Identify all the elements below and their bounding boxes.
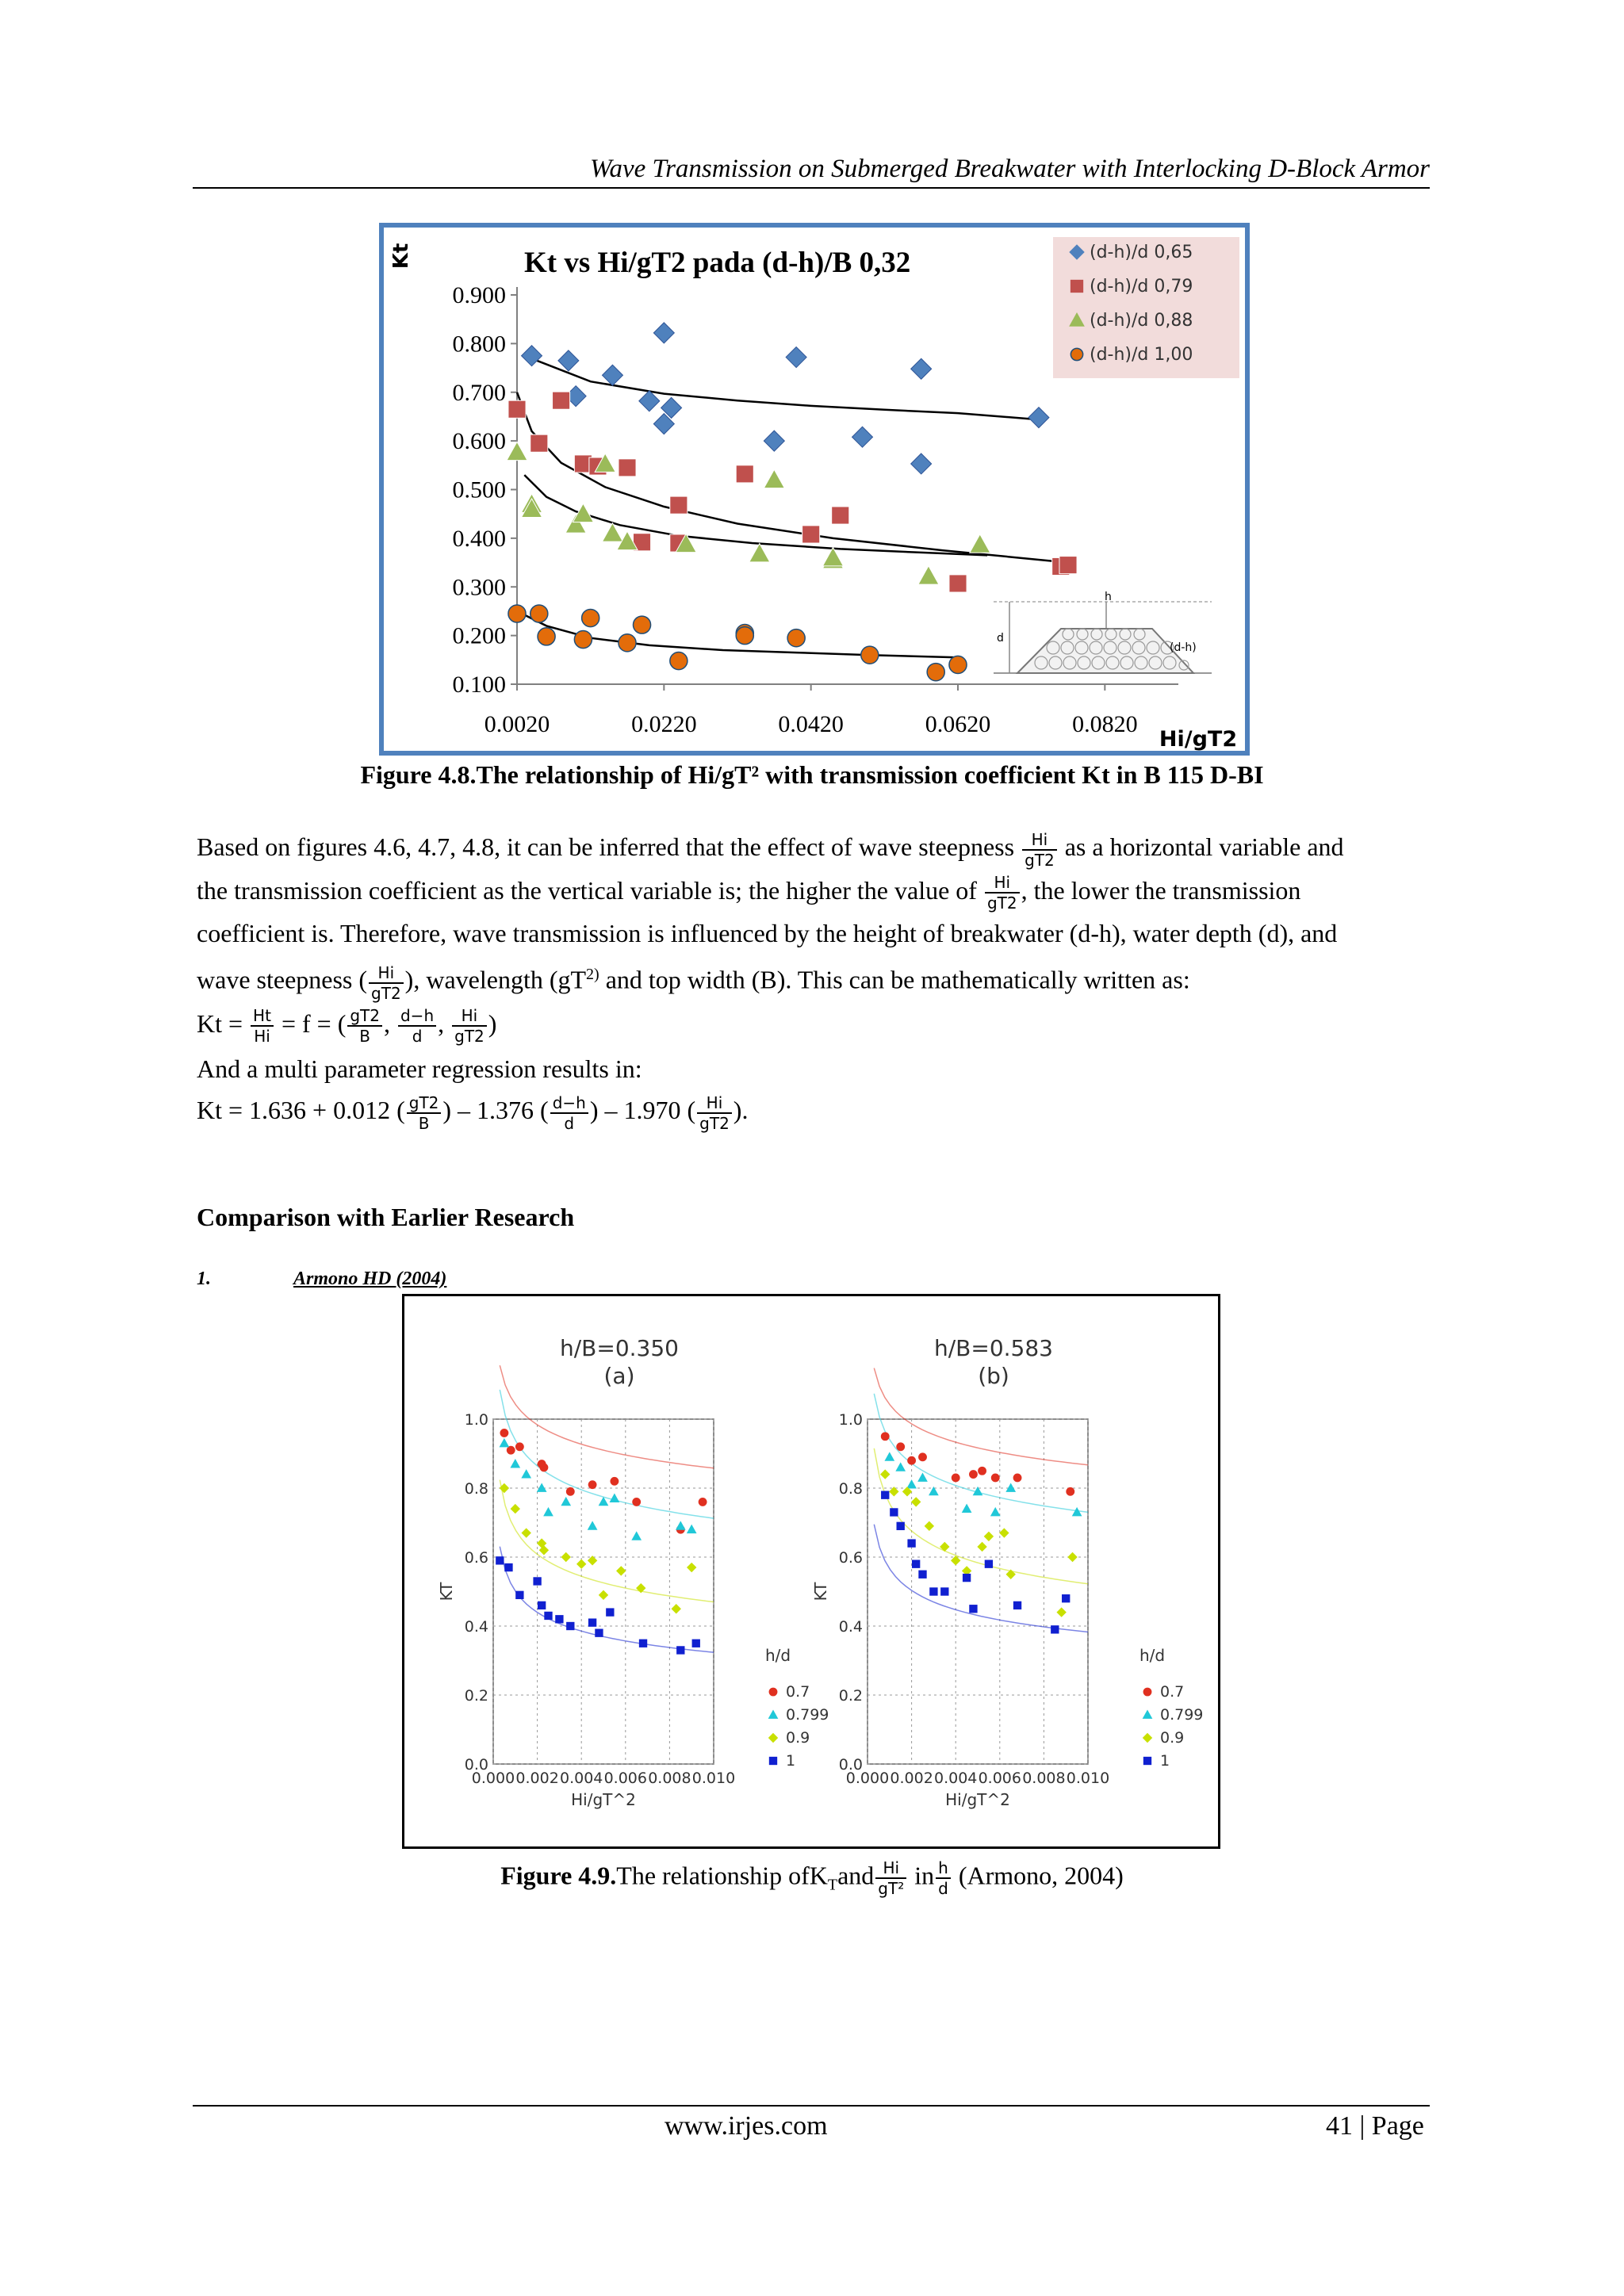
frac-num: gT2 bbox=[347, 1006, 382, 1027]
x-tick-label: 0.006 bbox=[978, 1770, 1022, 1787]
y-tick-label: 0.100 bbox=[452, 672, 506, 698]
data-point-series-2 bbox=[508, 400, 526, 418]
frac-den: gT2 bbox=[371, 983, 401, 1003]
data-point-series-3 bbox=[1000, 1529, 1009, 1537]
eq2-text-b: ) – 1.376 ( bbox=[442, 1096, 549, 1124]
data-point-series-4 bbox=[538, 628, 555, 645]
data-point-series-3 bbox=[561, 1553, 570, 1562]
dh-d-fraction bbox=[550, 1093, 588, 1133]
data-point-series-4 bbox=[891, 1509, 898, 1516]
legend-label-2: (d-h)/d 0,79 bbox=[1090, 277, 1193, 297]
legend-label-3: (d-h)/d 0,88 bbox=[1090, 311, 1193, 331]
x-tick-label: 0.010 bbox=[1066, 1770, 1110, 1787]
y-tick-label: 0.6 bbox=[838, 1549, 863, 1567]
data-point-series-2 bbox=[802, 526, 820, 543]
data-point-series-3 bbox=[672, 1605, 680, 1613]
section-heading: Comparison with Earlier Research bbox=[197, 1203, 575, 1231]
x-tick-label: 0.0420 bbox=[778, 711, 844, 737]
data-point-series-4 bbox=[919, 1571, 926, 1578]
legend-marker-1 bbox=[769, 1688, 776, 1695]
steepness-fraction bbox=[452, 1006, 487, 1046]
equation-2 bbox=[197, 1089, 1430, 1133]
data-point-series-1 bbox=[1013, 1474, 1021, 1481]
frac-den: d bbox=[412, 1027, 423, 1047]
legend-label-2: 0.799 bbox=[1160, 1706, 1204, 1724]
dh-d-fraction bbox=[398, 1006, 436, 1046]
x-tick-label: 0.002 bbox=[515, 1770, 559, 1787]
frac-den: gT2 bbox=[1025, 850, 1055, 870]
data-point-series-3 bbox=[688, 1563, 696, 1572]
panel-b bbox=[811, 1335, 1203, 1809]
legend-label-4: 1 bbox=[1160, 1752, 1170, 1770]
legend-marker-3 bbox=[1143, 1734, 1152, 1743]
list-item-text: Armono HD (2004) bbox=[293, 1269, 447, 1289]
caption-bold: Figure 4.9. bbox=[500, 1861, 617, 1890]
data-point-series-4 bbox=[516, 1591, 523, 1598]
legend-label-2: 0.799 bbox=[786, 1706, 829, 1724]
steepness-fraction bbox=[1022, 830, 1057, 870]
legend-marker-4 bbox=[1143, 1757, 1151, 1764]
close-paren: ) bbox=[488, 1008, 497, 1038]
panel-subtitle: (b) bbox=[978, 1363, 1009, 1389]
data-point-series-4 bbox=[949, 656, 967, 673]
data-point-series-4 bbox=[1063, 1595, 1070, 1602]
caption-text-a: The relationship ofK bbox=[616, 1861, 828, 1890]
data-point-series-3 bbox=[617, 1567, 626, 1575]
x-axis-label: Hi/gT2 bbox=[1159, 727, 1238, 752]
data-point-series-4 bbox=[787, 629, 805, 647]
eq2-text-c: ) – 1.970 ( bbox=[589, 1096, 696, 1124]
data-point-series-1 bbox=[1067, 1488, 1074, 1495]
data-point-series-2 bbox=[963, 1505, 971, 1513]
data-point-series-4 bbox=[941, 1588, 948, 1595]
y-axis-label: KT bbox=[811, 1582, 830, 1601]
y-tick-label: 0.6 bbox=[464, 1549, 488, 1567]
data-point-series-2 bbox=[949, 575, 967, 592]
data-point-series-3 bbox=[599, 1590, 608, 1599]
y-tick-label: 0.4 bbox=[838, 1618, 863, 1636]
legend-label-3: 0.9 bbox=[1160, 1729, 1185, 1747]
data-point-series-2 bbox=[991, 1508, 1000, 1516]
data-point-series-2 bbox=[1059, 557, 1077, 574]
frac-num: Hi bbox=[1022, 830, 1057, 851]
para1-text-b: as a horizontal variable and bbox=[1064, 832, 1344, 861]
frac-den: B bbox=[359, 1027, 371, 1047]
y-tick-label: 0.0 bbox=[464, 1756, 488, 1774]
data-point-series-4 bbox=[574, 630, 592, 648]
x-tick-label: 0.008 bbox=[648, 1770, 691, 1787]
data-point-series-2 bbox=[896, 1463, 905, 1471]
steepness-fraction bbox=[985, 873, 1020, 913]
data-point-series-3 bbox=[984, 1532, 993, 1540]
data-point-series-4 bbox=[508, 605, 526, 622]
caption-fraction-2 bbox=[936, 1858, 951, 1898]
frac-den: gT² bbox=[878, 1879, 905, 1898]
data-point-series-1 bbox=[919, 1453, 926, 1460]
frac-num: d−h bbox=[398, 1006, 436, 1027]
data-point-series-3 bbox=[881, 1470, 890, 1479]
y-tick-label: 0.2 bbox=[464, 1687, 488, 1705]
data-point-series-2 bbox=[610, 1494, 619, 1502]
data-point-series-3 bbox=[978, 1542, 986, 1551]
y-tick-label: 0.8 bbox=[464, 1480, 488, 1498]
data-point-series-1 bbox=[699, 1498, 706, 1506]
data-point-series-4 bbox=[970, 1605, 977, 1613]
gt2-b-fraction bbox=[347, 1006, 382, 1046]
para-line-5: And a multi parameter regression results in: bbox=[197, 1054, 642, 1083]
gt2-b-fraction bbox=[407, 1093, 442, 1133]
data-point-series-4 bbox=[985, 1560, 992, 1567]
x-tick-label: 0.0620 bbox=[925, 711, 991, 737]
data-point-series-2 bbox=[885, 1452, 894, 1460]
data-point-series-4 bbox=[670, 652, 688, 669]
data-point-series-2 bbox=[561, 1498, 570, 1506]
comma: , bbox=[383, 1008, 390, 1038]
caption-text-c: in bbox=[908, 1861, 935, 1890]
inset-label-h: h bbox=[1105, 591, 1112, 603]
para1-text-a: Based on figures 4.6, 4.7, 4.8, it can be inferred that the effect of wave steepness bbox=[197, 832, 1015, 861]
comma: , bbox=[438, 1008, 445, 1038]
data-point-series-2 bbox=[544, 1508, 553, 1516]
data-point-series-4 bbox=[633, 616, 650, 633]
data-point-series-2 bbox=[670, 496, 688, 514]
legend-title: h/d bbox=[1139, 1646, 1166, 1665]
x-axis-label: Hi/gT^2 bbox=[571, 1790, 636, 1809]
figure-4-8-caption bbox=[0, 760, 1624, 790]
caption-sub: T bbox=[827, 1876, 838, 1894]
x-tick-label: 0.008 bbox=[1022, 1770, 1066, 1787]
frac-den: B bbox=[418, 1113, 430, 1133]
regression-paragraph bbox=[197, 1048, 1430, 1133]
footer-rule bbox=[193, 2105, 1430, 2107]
frac-den: d bbox=[938, 1879, 948, 1898]
list-number: 1. bbox=[197, 1269, 211, 1289]
para-line-3: coefficient is. Therefore, wave transmission is influenced by the height of breakwater (d-h), water depth (d), and bbox=[197, 919, 1338, 948]
trendline-series-4 bbox=[874, 1525, 1088, 1632]
x-tick-label: 0.000 bbox=[471, 1770, 515, 1787]
chart-legend bbox=[1053, 237, 1239, 378]
data-point-series-1 bbox=[588, 1481, 596, 1488]
data-point-series-2 bbox=[1073, 1508, 1082, 1516]
data-point-series-4 bbox=[692, 1640, 699, 1647]
frac-num: Hi bbox=[875, 1858, 906, 1879]
eq2-text-a: Kt = 1.636 + 0.012 ( bbox=[197, 1096, 405, 1124]
data-point-series-2 bbox=[511, 1460, 519, 1468]
para2-text-a: the transmission coefficient as the vertical variable is; the higher the value of bbox=[197, 875, 977, 905]
footer-page: 41 | Page bbox=[1326, 2111, 1424, 2141]
para4-text-c: and top width (B). This can be mathematically written as: bbox=[599, 965, 1190, 994]
data-point-series-4 bbox=[588, 1619, 596, 1626]
caption-text-b: and bbox=[837, 1861, 875, 1890]
para4-sup: 2) bbox=[586, 966, 599, 984]
frac-num: Ht bbox=[251, 1006, 274, 1027]
data-point-series-1 bbox=[516, 1443, 523, 1450]
data-point-series-3 bbox=[522, 1529, 530, 1537]
y-axis-label: KT bbox=[437, 1582, 456, 1601]
data-point-series-4 bbox=[607, 1609, 614, 1616]
eq1-text-b: = f = ( bbox=[281, 1008, 347, 1038]
frac-den: Hi bbox=[254, 1027, 270, 1047]
data-point-series-4 bbox=[545, 1612, 552, 1619]
frac-num: Hi bbox=[369, 963, 404, 984]
eq2-text-d: ). bbox=[733, 1096, 749, 1124]
legend-label-3: 0.9 bbox=[786, 1729, 810, 1747]
legend-label-1: 0.7 bbox=[786, 1683, 810, 1701]
data-point-series-4 bbox=[619, 634, 636, 652]
para-line-2 bbox=[197, 870, 1430, 913]
figure-4-9-panels bbox=[404, 1296, 1218, 1846]
data-point-series-4 bbox=[639, 1640, 646, 1647]
frac-num: Hi bbox=[985, 873, 1020, 894]
panel-a bbox=[437, 1335, 829, 1809]
data-point-series-1 bbox=[992, 1474, 999, 1481]
data-point-series-2 bbox=[588, 1521, 597, 1529]
data-point-series-2 bbox=[522, 1470, 530, 1478]
data-point-series-3 bbox=[1068, 1553, 1077, 1562]
data-point-series-4 bbox=[927, 664, 944, 681]
data-point-series-3 bbox=[1057, 1608, 1066, 1617]
y-tick-label: 1.0 bbox=[838, 1411, 863, 1429]
legend-label-4: 1 bbox=[786, 1752, 796, 1770]
data-point-series-1 bbox=[979, 1468, 986, 1475]
panel-title: h/B=0.350 bbox=[559, 1335, 680, 1361]
data-point-series-4 bbox=[582, 609, 599, 626]
panel-title: h/B=0.583 bbox=[933, 1335, 1054, 1361]
para2-text-b: , the lower the transmission bbox=[1021, 875, 1301, 905]
eq1-text-a: Kt = bbox=[197, 1008, 243, 1038]
legend-marker-2 bbox=[1071, 280, 1082, 292]
data-point-series-4 bbox=[505, 1563, 512, 1571]
data-point-series-4 bbox=[963, 1574, 970, 1581]
legend-marker-3 bbox=[769, 1734, 778, 1743]
body-paragraph bbox=[197, 826, 1430, 1046]
x-tick-label: 0.006 bbox=[603, 1770, 648, 1787]
data-point-series-4 bbox=[1013, 1601, 1021, 1609]
data-point-series-4 bbox=[908, 1540, 915, 1547]
equation-1 bbox=[197, 1003, 1430, 1047]
para4-text-b: ), wavelength (gT bbox=[404, 965, 587, 994]
figure-4-8-chart bbox=[379, 223, 1250, 756]
y-tick-label: 0.8 bbox=[838, 1480, 863, 1498]
footer-site: www.irjes.com bbox=[665, 2111, 828, 2141]
x-tick-label: 0.010 bbox=[691, 1770, 736, 1787]
frac-num: Hi bbox=[697, 1093, 732, 1114]
trendline-series-2 bbox=[500, 1390, 714, 1518]
para-line-1 bbox=[197, 826, 1430, 870]
trendline-series-4 bbox=[500, 1547, 714, 1652]
frac-den: d bbox=[564, 1113, 575, 1133]
data-point-series-2 bbox=[907, 1480, 916, 1488]
figure-4-9-caption bbox=[0, 1858, 1624, 1898]
frac-den: gT2 bbox=[454, 1027, 485, 1047]
legend-marker-1 bbox=[1143, 1688, 1151, 1695]
data-point-series-1 bbox=[611, 1478, 618, 1485]
y-tick-label: 0.4 bbox=[464, 1618, 488, 1636]
y-tick-label: 0.300 bbox=[452, 574, 506, 601]
y-tick-label: 0.0 bbox=[838, 1756, 863, 1774]
data-point-series-2 bbox=[538, 1484, 546, 1492]
figure-4-9-frame bbox=[402, 1294, 1220, 1849]
x-tick-label: 0.002 bbox=[890, 1770, 933, 1787]
data-point-series-4 bbox=[496, 1557, 504, 1564]
data-point-series-4 bbox=[534, 1578, 541, 1585]
x-tick-label: 0.000 bbox=[845, 1770, 890, 1787]
data-point-series-2 bbox=[599, 1498, 608, 1506]
y-tick-label: 0.400 bbox=[452, 525, 506, 552]
data-point-series-3 bbox=[912, 1498, 921, 1506]
caption-text-d: (Armono, 2004) bbox=[952, 1861, 1124, 1890]
header-rule bbox=[193, 187, 1430, 189]
data-point-series-4 bbox=[861, 646, 879, 664]
frac-num: gT2 bbox=[407, 1093, 442, 1114]
data-point-series-4 bbox=[677, 1647, 684, 1654]
data-point-series-4 bbox=[567, 1622, 574, 1629]
data-point-series-1 bbox=[567, 1488, 574, 1495]
data-point-series-3 bbox=[925, 1521, 933, 1530]
data-point-series-2 bbox=[918, 1473, 927, 1481]
data-point-series-2 bbox=[619, 459, 636, 476]
y-tick-label: 0.600 bbox=[452, 428, 506, 455]
frac-num: h bbox=[936, 1858, 951, 1879]
frac-num: d−h bbox=[550, 1093, 588, 1114]
para4-text-a: wave steepness ( bbox=[197, 965, 368, 994]
data-point-series-4 bbox=[596, 1629, 603, 1636]
data-point-series-1 bbox=[500, 1429, 508, 1437]
data-point-series-4 bbox=[538, 1601, 545, 1609]
y-tick-label: 0.900 bbox=[452, 282, 506, 308]
steepness-fraction bbox=[369, 963, 404, 1003]
data-point-series-1 bbox=[952, 1474, 959, 1481]
frac-den: gT2 bbox=[699, 1113, 730, 1133]
legend-title: h/d bbox=[765, 1646, 791, 1665]
data-point-series-3 bbox=[511, 1505, 519, 1513]
ht-hi-fraction bbox=[251, 1006, 274, 1046]
x-axis-label: Hi/gT^2 bbox=[945, 1790, 1010, 1809]
data-point-series-4 bbox=[882, 1491, 889, 1498]
legend-label-1: (d-h)/d 0,65 bbox=[1090, 243, 1193, 262]
data-point-series-2 bbox=[736, 465, 753, 483]
x-tick-label: 0.0220 bbox=[631, 711, 697, 737]
data-point-series-4 bbox=[556, 1616, 563, 1623]
data-point-series-1 bbox=[970, 1471, 977, 1478]
frac-den: gT2 bbox=[986, 894, 1017, 913]
data-point-series-2 bbox=[1006, 1484, 1015, 1492]
y-tick-label: 0.200 bbox=[452, 622, 506, 649]
x-tick-label: 0.004 bbox=[933, 1770, 978, 1787]
data-point-series-1 bbox=[633, 1498, 640, 1506]
data-point-series-2 bbox=[500, 1439, 508, 1447]
chart-title: Kt vs Hi/gT2 pada (d-h)/B 0,32 bbox=[524, 247, 911, 279]
data-point-series-1 bbox=[508, 1446, 515, 1453]
data-point-series-2 bbox=[688, 1525, 696, 1533]
data-point-series-4 bbox=[897, 1522, 904, 1529]
x-tick-label: 0.0020 bbox=[484, 711, 550, 737]
x-tick-label: 0.004 bbox=[559, 1770, 603, 1787]
steepness-fraction bbox=[697, 1093, 732, 1133]
data-point-series-4 bbox=[530, 605, 548, 622]
y-tick-label: 1.0 bbox=[464, 1411, 488, 1429]
data-point-series-2 bbox=[553, 392, 570, 409]
y-axis-label: Kt bbox=[389, 243, 413, 270]
legend-marker-2 bbox=[1143, 1711, 1152, 1719]
caption-fraction-1 bbox=[875, 1858, 906, 1898]
legend-label-1: 0.7 bbox=[1160, 1683, 1185, 1701]
data-point-series-1 bbox=[882, 1433, 889, 1440]
para-line-4 bbox=[197, 954, 1430, 1002]
data-point-series-1 bbox=[908, 1457, 915, 1464]
panel-subtitle: (a) bbox=[603, 1363, 635, 1389]
inset-label-dh: (d-h) bbox=[1170, 641, 1197, 654]
legend-label-4: (d-h)/d 1,00 bbox=[1090, 345, 1193, 365]
data-point-series-1 bbox=[897, 1443, 904, 1450]
data-point-series-4 bbox=[1051, 1626, 1059, 1633]
data-point-series-2 bbox=[632, 1532, 641, 1540]
data-point-series-2 bbox=[530, 434, 548, 452]
data-point-series-2 bbox=[832, 507, 849, 524]
data-point-series-4 bbox=[736, 627, 753, 645]
data-point-series-4 bbox=[930, 1588, 937, 1595]
data-point-series-3 bbox=[577, 1559, 586, 1568]
data-point-series-4 bbox=[912, 1560, 919, 1567]
y-tick-label: 0.800 bbox=[452, 331, 506, 358]
legend-marker-2 bbox=[769, 1711, 778, 1719]
legend-marker-4 bbox=[769, 1757, 776, 1764]
legend-marker-4 bbox=[1071, 348, 1082, 360]
y-tick-label: 0.700 bbox=[452, 379, 506, 406]
frac-num: Hi bbox=[452, 1006, 487, 1027]
inset-label-d: d bbox=[997, 632, 1004, 645]
data-point-series-1 bbox=[540, 1464, 547, 1471]
y-tick-label: 0.500 bbox=[452, 476, 506, 503]
figure-4-8-caption-text: Figure 4.8.The relationship of Hi/gT² with transmission coefficient Kt in B 115 D-BI bbox=[360, 760, 1264, 789]
running-header: Wave Transmission on Submerged Breakwater with Interlocking D-Block Armor bbox=[590, 155, 1430, 183]
x-tick-label: 0.0820 bbox=[1072, 711, 1138, 737]
data-point-series-2 bbox=[676, 1521, 685, 1529]
y-tick-label: 0.2 bbox=[838, 1687, 863, 1705]
